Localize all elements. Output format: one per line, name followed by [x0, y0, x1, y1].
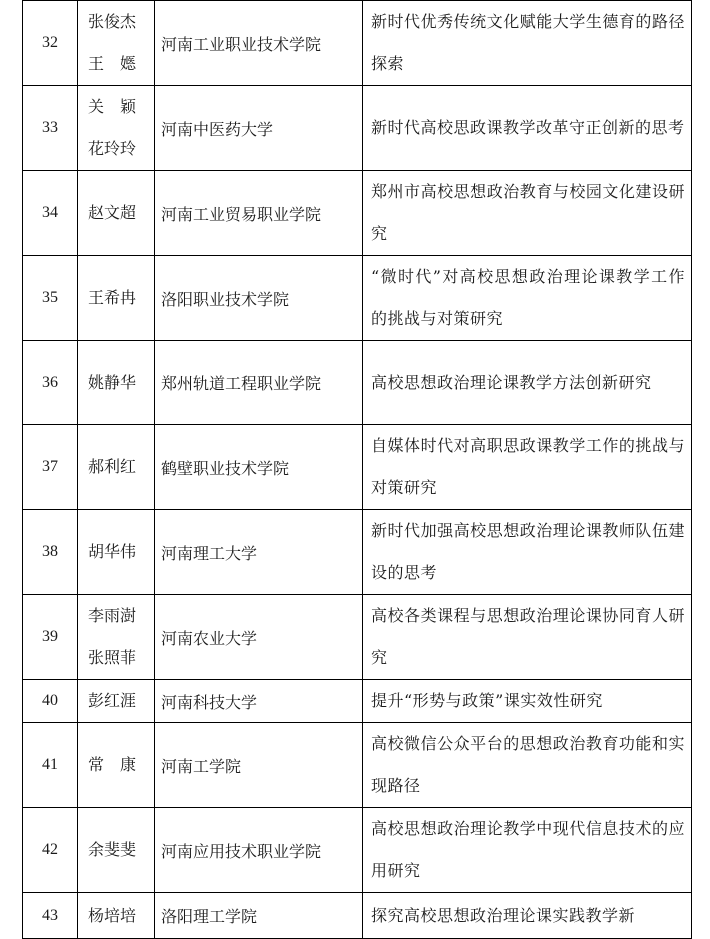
author-names — [78, 341, 155, 425]
table-row — [23, 1, 692, 86]
author-names — [78, 86, 155, 171]
row-number: 38 — [23, 510, 78, 595]
paper-title: 新时代加强高校思想政治理论课教师队伍建设的思考 — [363, 510, 692, 595]
author-names — [78, 893, 155, 939]
author-name: 常 康 — [88, 755, 137, 774]
author-name: 张照菲 — [88, 648, 137, 667]
school-name: 河南理工大学 — [155, 510, 363, 595]
school-name: 河南工学院 — [155, 723, 363, 808]
author-names — [78, 808, 155, 893]
author-name: 王希冉 — [88, 288, 137, 307]
paper-title: 高校微信公众平台的思想政治教育功能和实现路径 — [363, 723, 692, 808]
author-name: 王 嫕 — [88, 54, 137, 73]
paper-title: 自媒体时代对高职思政课教学工作的挑战与对策研究 — [363, 425, 692, 510]
school-name: 洛阳理工学院 — [155, 893, 363, 939]
row-number: 32 — [23, 1, 78, 86]
author-name: 赵文超 — [88, 203, 137, 222]
author-name: 李雨澍 — [88, 606, 137, 625]
school-name: 河南应用技术职业学院 — [155, 808, 363, 893]
table-row — [23, 86, 692, 171]
row-number: 36 — [23, 341, 78, 425]
paper-title: 高校各类课程与思想政治理论课协同育人研究 — [363, 595, 692, 680]
table-row — [23, 893, 692, 939]
paper-title: “微时代”对高校思想政治理论课教学工作的挑战与对策研究 — [363, 256, 692, 341]
author-names — [78, 425, 155, 510]
author-name: 彭红涯 — [88, 691, 137, 710]
author-name: 张俊杰 — [88, 12, 137, 31]
school-name: 洛阳职业技术学院 — [155, 256, 363, 341]
table-row — [23, 510, 692, 595]
school-name: 郑州轨道工程职业学院 — [155, 341, 363, 425]
author-name: 杨培培 — [88, 905, 137, 925]
row-number: 42 — [23, 808, 78, 893]
row-number: 41 — [23, 723, 78, 808]
author-name: 胡华伟 — [88, 542, 137, 561]
paper-title: 新时代优秀传统文化赋能大学生德育的路径探索 — [363, 1, 692, 86]
author-names — [78, 256, 155, 341]
author-names — [78, 1, 155, 86]
table-row — [23, 341, 692, 425]
table-row — [23, 425, 692, 510]
paper-title: 高校思想政治理论课教学方法创新研究 — [363, 341, 692, 425]
author-name: 郝利红 — [88, 457, 137, 476]
row-number: 35 — [23, 256, 78, 341]
row-number: 39 — [23, 595, 78, 680]
school-name: 河南科技大学 — [155, 680, 363, 723]
row-number: 40 — [23, 680, 78, 723]
table-row — [23, 171, 692, 256]
author-names — [78, 680, 155, 723]
author-names — [78, 595, 155, 680]
author-name: 姚静华 — [88, 372, 137, 392]
row-number: 33 — [23, 86, 78, 171]
table-row — [23, 808, 692, 893]
paper-title: 高校思想政治理论教学中现代信息技术的应用研究 — [363, 808, 692, 893]
school-name: 河南农业大学 — [155, 595, 363, 680]
school-name: 河南工业贸易职业学院 — [155, 171, 363, 256]
school-name: 河南中医药大学 — [155, 86, 363, 171]
table-row — [23, 680, 692, 723]
author-name: 余斐斐 — [88, 840, 137, 859]
table-row — [23, 723, 692, 808]
author-name: 关 颖 — [88, 97, 137, 116]
award-list-table — [22, 0, 692, 939]
table-row — [23, 595, 692, 680]
row-number: 37 — [23, 425, 78, 510]
row-number: 34 — [23, 171, 78, 256]
paper-title: 提升“形势与政策”课实效性研究 — [363, 680, 692, 723]
school-name: 河南工业职业技术学院 — [155, 1, 363, 86]
author-names — [78, 171, 155, 256]
school-name: 鹤壁职业技术学院 — [155, 425, 363, 510]
table-row — [23, 256, 692, 341]
paper-title: 郑州市高校思想政治教育与校园文化建设研究 — [363, 171, 692, 256]
row-number: 43 — [23, 893, 78, 939]
paper-title: 探究高校思想政治理论课实践教学新 — [363, 893, 692, 939]
paper-title: 新时代高校思政课教学改革守正创新的思考 — [363, 86, 692, 171]
author-names — [78, 723, 155, 808]
author-names — [78, 510, 155, 595]
author-name: 花玲玲 — [88, 139, 137, 158]
